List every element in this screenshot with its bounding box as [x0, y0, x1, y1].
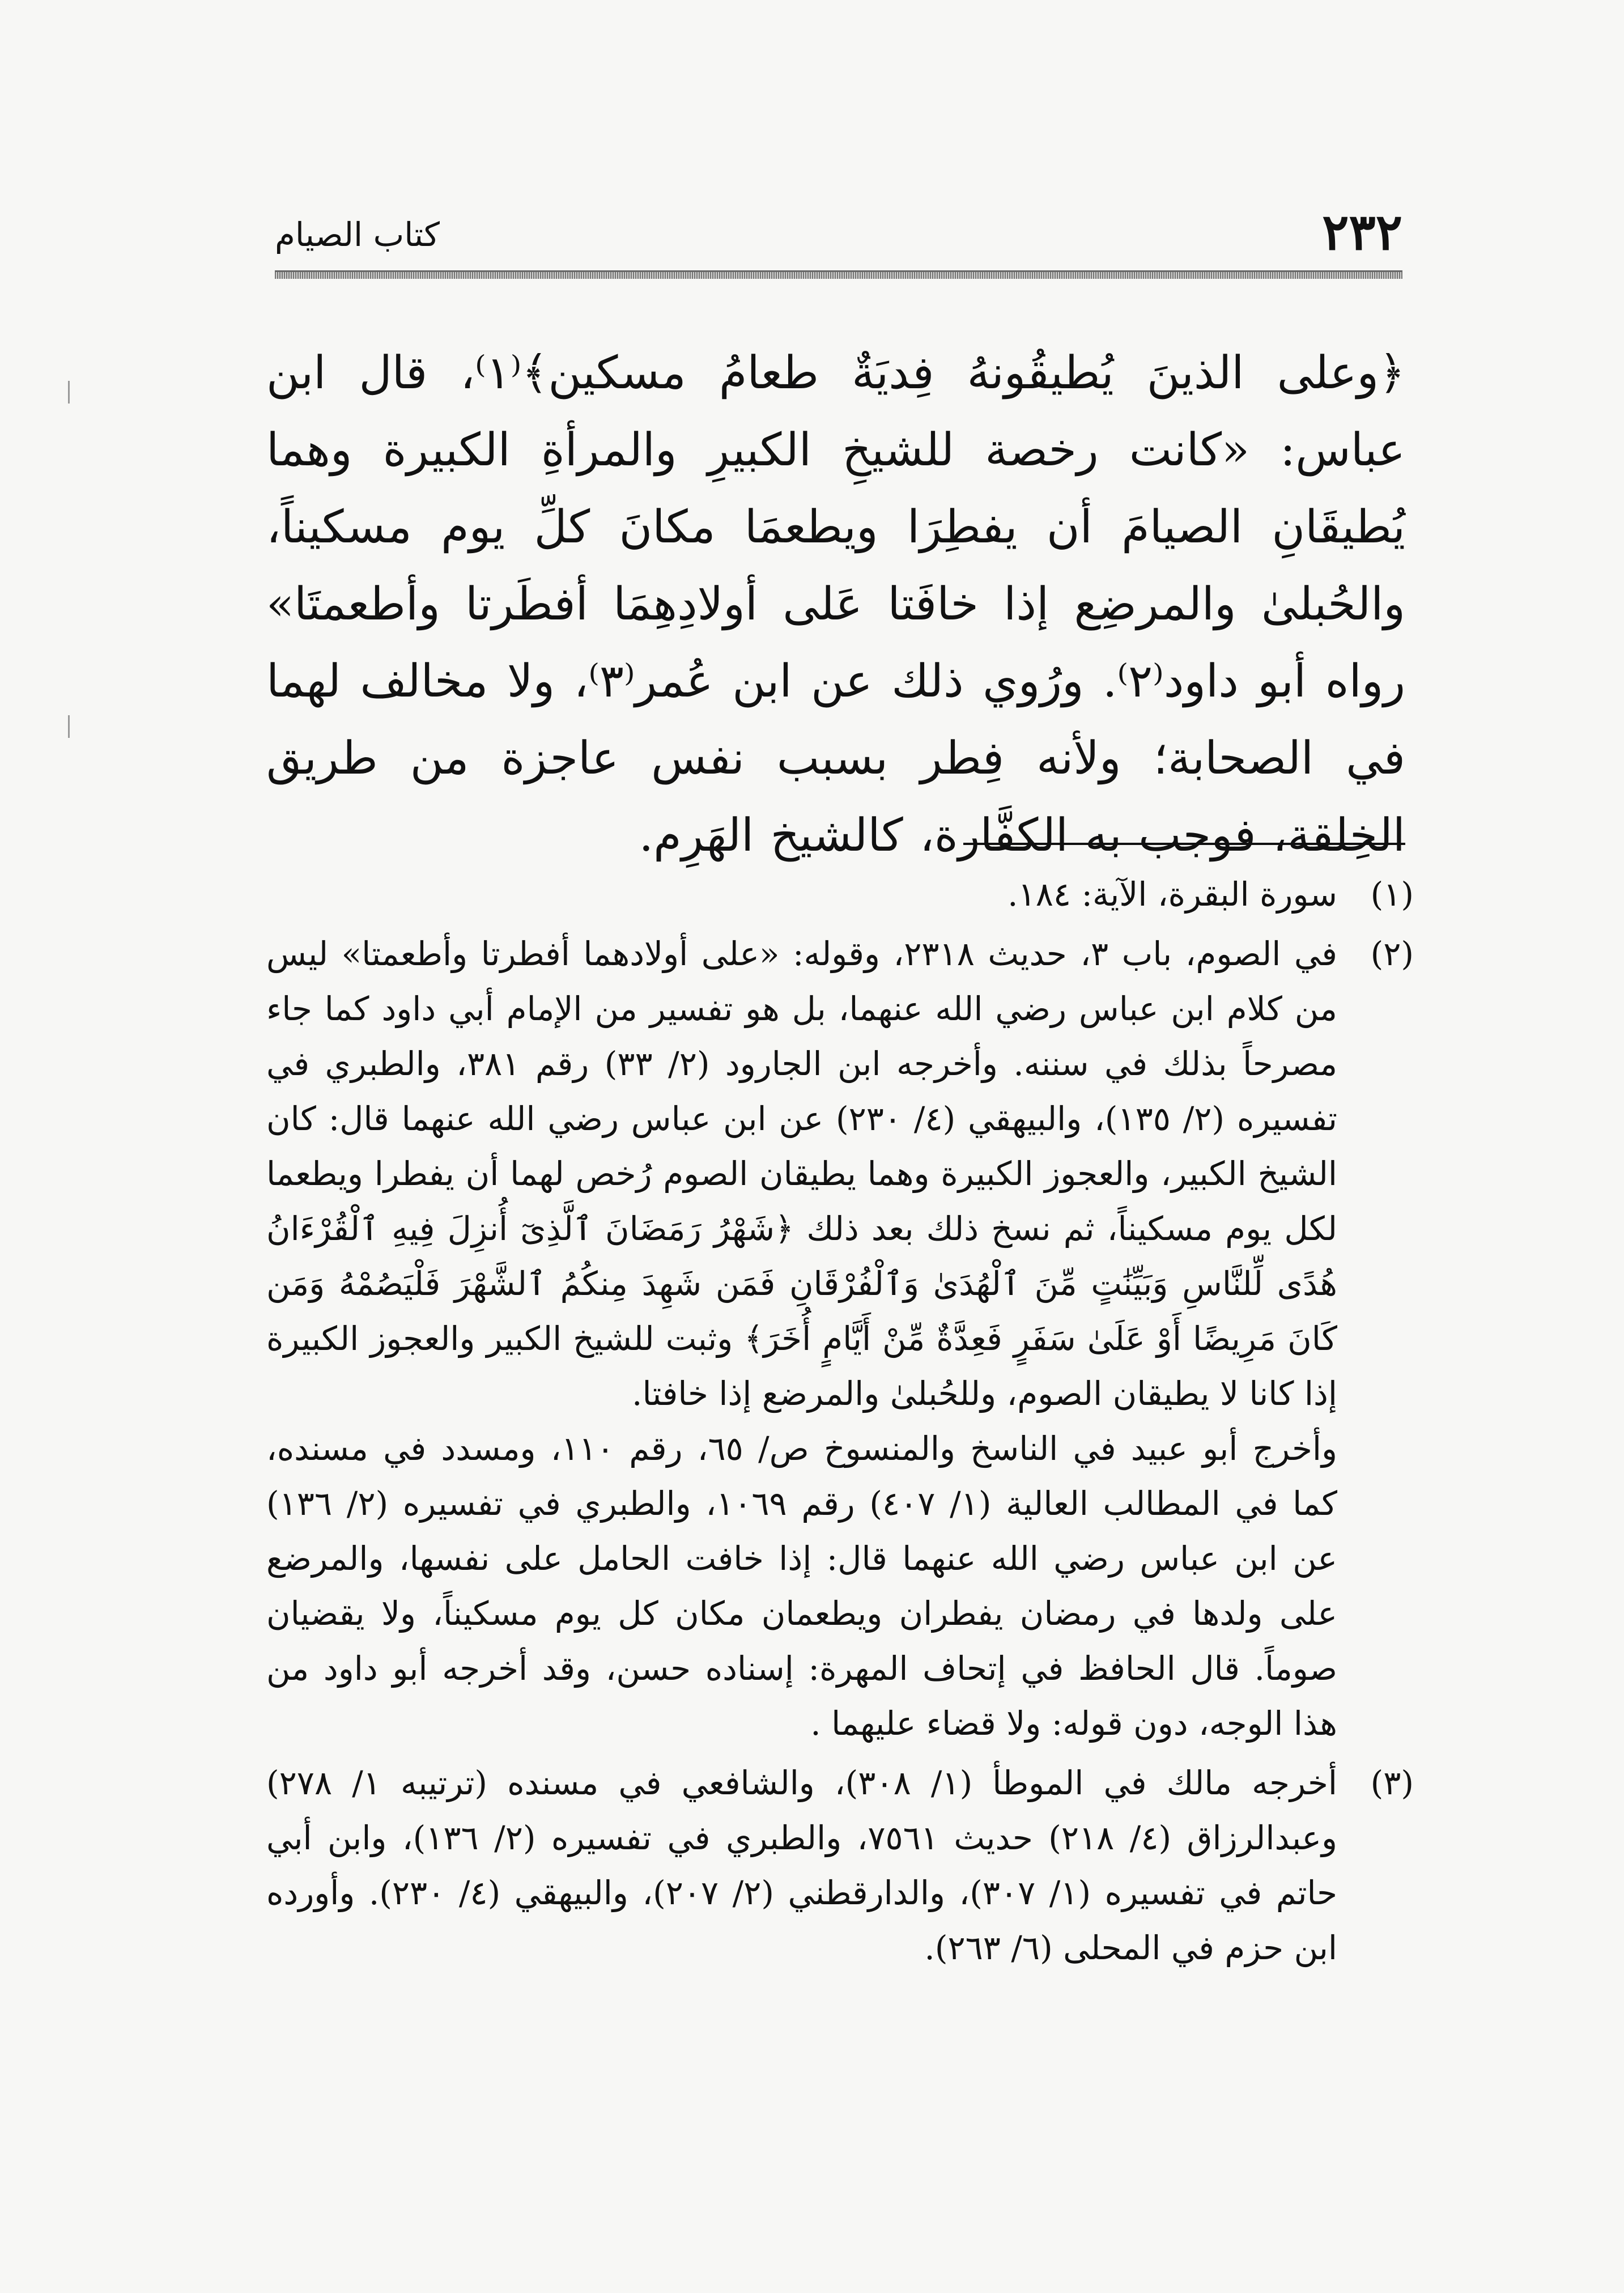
- margin-mark: [68, 381, 70, 404]
- main-text: ﴿وعلى الذينَ يُطيقُونهُ فِديَةٌ طعامُ مسكين﴾⁽١⁾، قال ابن عباس: «كانت رخصة للشيخِ الكبيرِ والمرأةِ الكبيرة وهما يُطيقَانِ الصيامَ أن يفطِرَا ويطعمَا مكانَ كلِّ يوم مسكيناً، والحُبلىٰ والمرضِع إذا خافَتا عَلى أولادِهِمَا أفطَرتا وأطعمتَا» رواه أبو داود⁽٢⁾. ورُوي ذلك عن ابن عُمر⁽٣⁾، ولا مخالف لهما في الصحابة؛ ولأنه فِطر بسبب نفس عاجزة من طريق الخِلقة، فوجب به الكفَّارة، كالشيخ الهَرِم.: [266, 346, 1405, 861]
- book-title: كتاب الصيام: [275, 215, 440, 254]
- footnote: [266, 1756, 1414, 1976]
- footnote: [266, 867, 1414, 922]
- page-number: ٢٣٢: [1322, 202, 1402, 261]
- footnotes: [266, 867, 1414, 1980]
- page-header: [275, 202, 1402, 269]
- footnote-text: أخرجه مالك في الموطأ (١/ ٣٠٨)، والشافعي في مسنده (ترتيبه ١/ ٢٧٨) وعبدالرزاق (٤/ ٢١٨) حديث ٧٥٦١، والطبري في تفسيره (٢/ ١٣٦)، وابن أبي حاتم في تفسيره (١/ ٣٠٧)، والدارقطني (٢/ ٢٠٧)، والبيهقي (٤/ ٢٣٠). وأورده ابن حزم في المحلى (٦/ ٢٦٣).: [266, 1764, 1338, 1967]
- footnote-number: (١): [1370, 875, 1414, 914]
- header-divider: [275, 270, 1402, 279]
- footnote-text: وأخرج أبو عبيد في الناسخ والمنسوخ ص/ ٦٥، رقم ١١٠، ومسدد في مسنده، كما في المطالب العالية (١/ ٤٠٧) رقم ١٠٦٩، والطبري في تفسيره (٢/ ١٣٦) عن ابن عباس رضي الله عنهما قال: إذا خافت الحامل على نفسها، والمرضع على ولدها في رمضان يفطران ويطعمان مكان كل يوم مسكيناً، ولا يقضيان صوماً. قال الحافظ في إتحاف المهرة: إسناده حسن، وقد أخرجه أبو داود من هذا الوجه، دون قوله: ولا قضاء عليهما .: [266, 1429, 1337, 1743]
- footnote-divider: [963, 843, 1405, 845]
- footnote-text: سورة البقرة، الآية: ١٨٤.: [1007, 875, 1337, 914]
- margin-mark: [68, 715, 70, 738]
- footnote: [266, 927, 1414, 1751]
- footnote-number: (٢): [1370, 935, 1414, 973]
- footnote-number: (٣): [1370, 1764, 1414, 1802]
- footnote-text: في الصوم، باب ٣، حديث ٢٣١٨، وقوله: «على أولادهما أفطرتا وأطعمتا» ليس من كلام ابن عباس رضي الله عنهما، بل هو تفسير من الإمام أبي داود كما جاء مصرحاً بذلك في سننه. وأخرجه ابن الجارود (٢/ ٣٣) رقم ٣٨١، والطبري في تفسيره (٢/ ١٣٥)، والبيهقي (٤/ ٢٣٠) عن ابن عباس رضي الله عنهما قال: كان الشيخ الكبير، والعجوز الكبيرة وهما يطيقان الصوم رُخص لهما أن يفطرا ويطعما لكل يوم مسكيناً، ثم نسخ ذلك بعد ذلك ﴿شَهْرُ رَمَضَانَ ٱلَّذِىٓ أُنزِلَ فِيهِ ٱلْقُرْءَانُ هُدًى لِّلنَّاسِ وَبَيِّنَٰتٍ مِّنَ ٱلْهُدَىٰ وَٱلْفُرْقَانِ فَمَن شَهِدَ مِنكُمُ ٱلشَّهْرَ فَلْيَصُمْهُ وَمَن كَانَ مَرِيضًا أَوْ عَلَىٰ سَفَرٍ فَعِدَّةٌ مِّنْ أَيَّامٍ أُخَرَ﴾ وثبت للشيخ الكبير والعجوز الكبيرة إذا كانا لا يطيقان الصوم، وللحُبلىٰ والمرضع إذا خافتا.: [266, 935, 1338, 1413]
